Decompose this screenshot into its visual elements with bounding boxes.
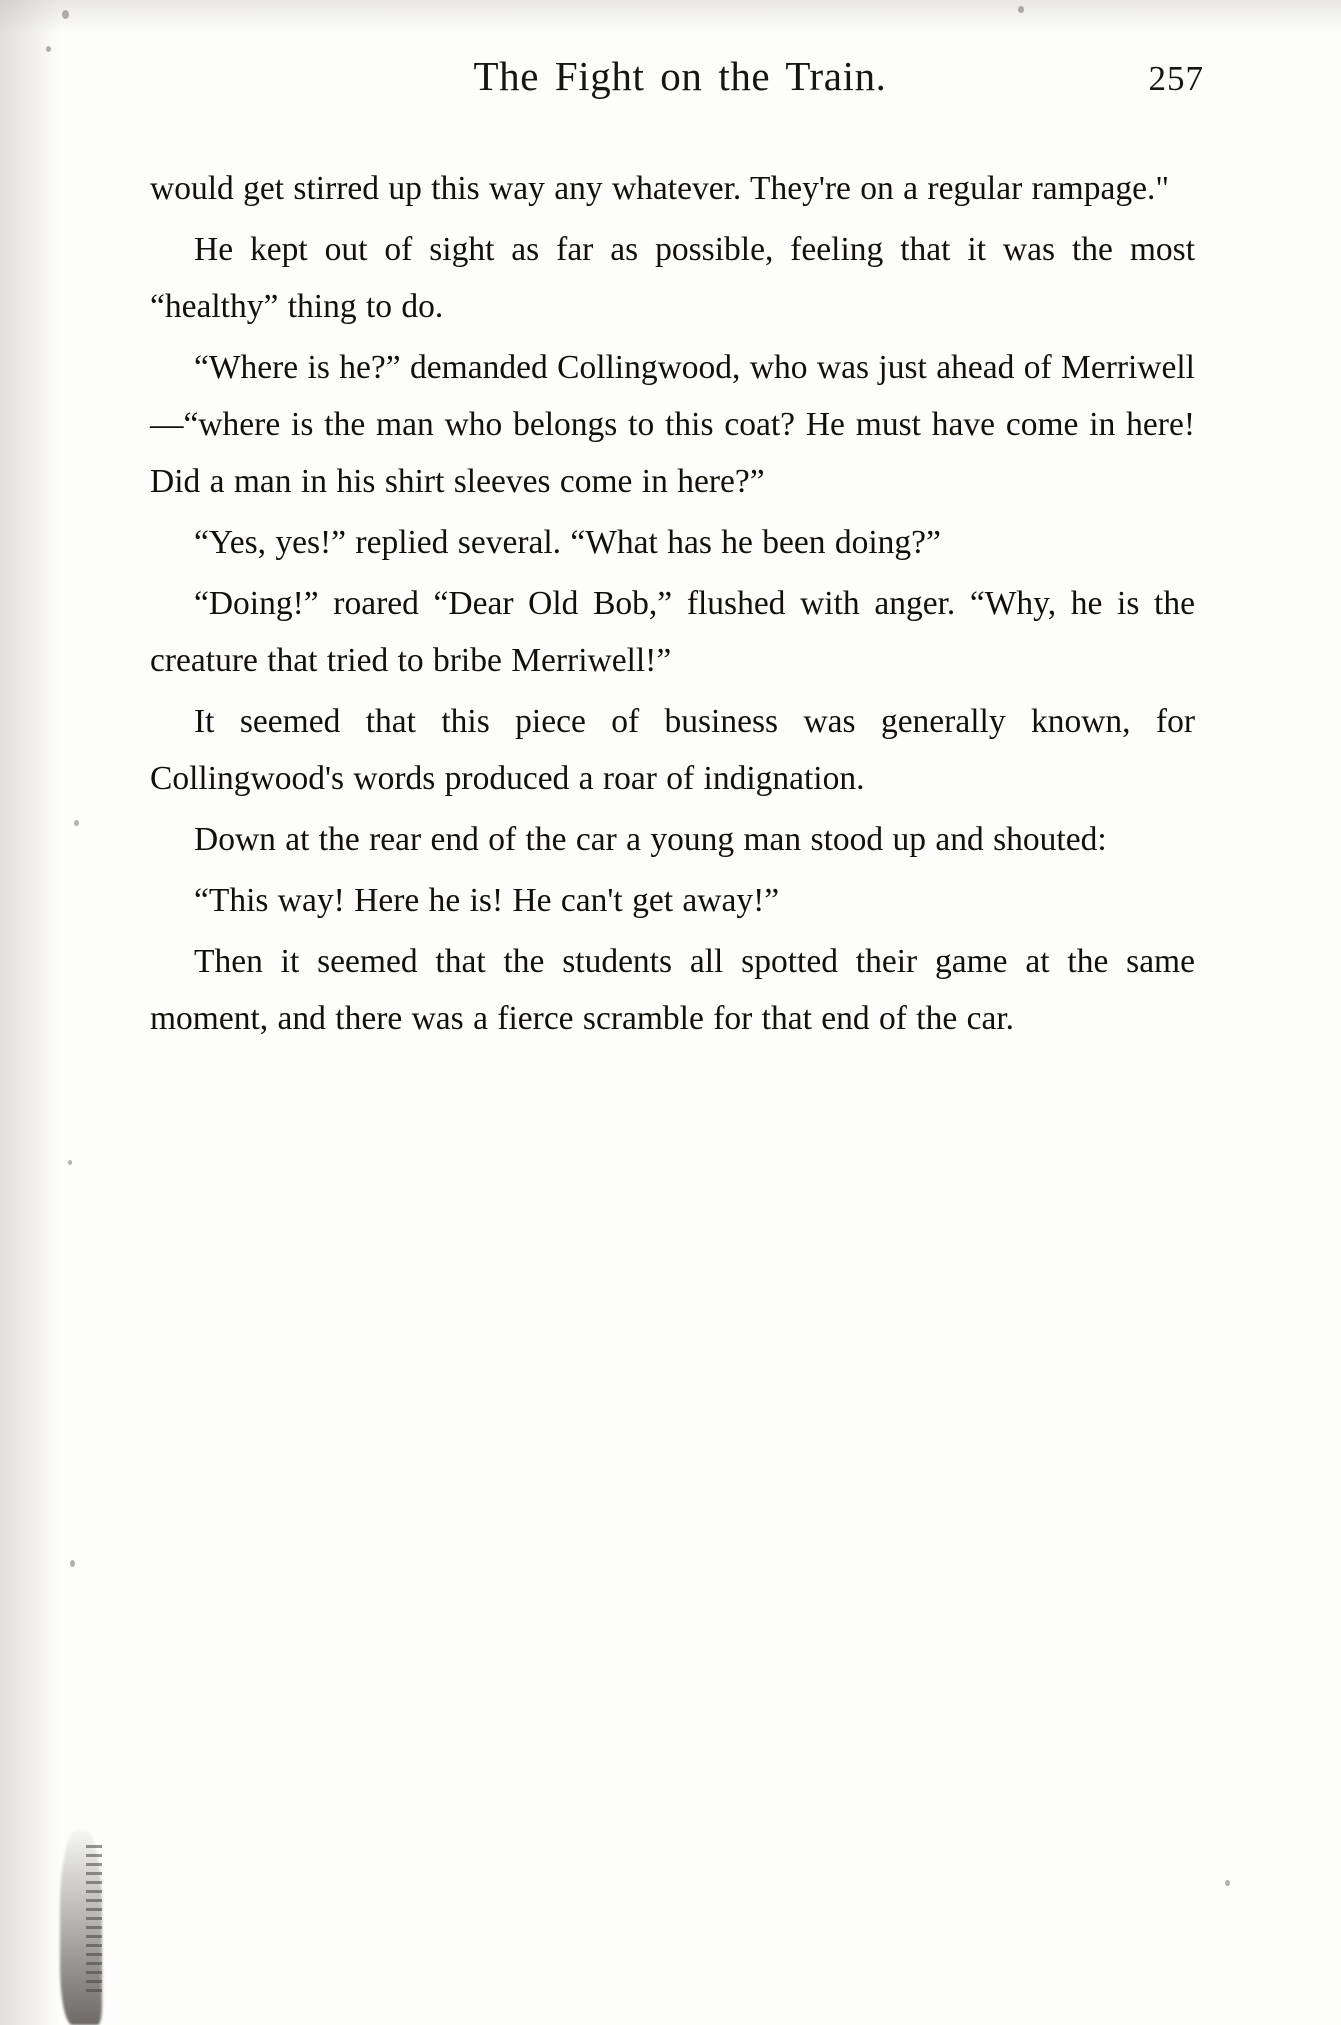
page-edge-shadow-top xyxy=(0,0,1341,34)
scan-speck xyxy=(62,10,69,19)
binding-smudge xyxy=(60,1830,102,2025)
paragraph: He kept out of sight as far as possible, feeling that it was the most “healthy” thing to do. xyxy=(150,231,1195,325)
page-header xyxy=(150,52,1210,100)
paragraph: It seemed that this piece of business was generally known, for Collingwood's words produced a roar of indignation. xyxy=(150,703,1195,797)
scan-speck xyxy=(1018,6,1024,13)
scan-speck xyxy=(74,820,79,826)
page-number: 257 xyxy=(1148,59,1204,98)
paragraph: Then it seemed that the students all spotted their game at the same moment, and there was a fierce scramble for that end of the car. xyxy=(150,943,1195,1037)
scan-speck xyxy=(68,1160,72,1165)
running-title: The Fight on the Train. xyxy=(473,53,887,99)
paragraph: “Doing!” roared “Dear Old Bob,” flushed with anger. “Why, he is the creature that tried to bribe Merriwell!” xyxy=(150,585,1195,679)
paragraph: would get stirred up this way any whatever. They're on a regular rampage." xyxy=(150,170,1170,207)
paragraph: Down at the rear end of the car a young man stood up and shouted: xyxy=(194,821,1107,858)
scan-speck xyxy=(46,46,51,52)
paragraph: “This way! Here he is! He can't get away!” xyxy=(194,882,780,919)
paragraph: “Where is he?” demanded Collingwood, who was just ahead of Merriwell—“where is the man who belongs to this coat? He must have come in here! Did a man in his shirt sleeves come in here?” xyxy=(150,349,1195,500)
scan-speck xyxy=(1225,1880,1230,1886)
page-edge-shadow-left xyxy=(0,0,60,2025)
scan-speck xyxy=(70,1560,75,1567)
binding-speckle xyxy=(86,1845,102,1995)
paragraph: “Yes, yes!” replied several. “What has he been doing?” xyxy=(194,524,941,561)
page-body xyxy=(150,160,1195,1047)
